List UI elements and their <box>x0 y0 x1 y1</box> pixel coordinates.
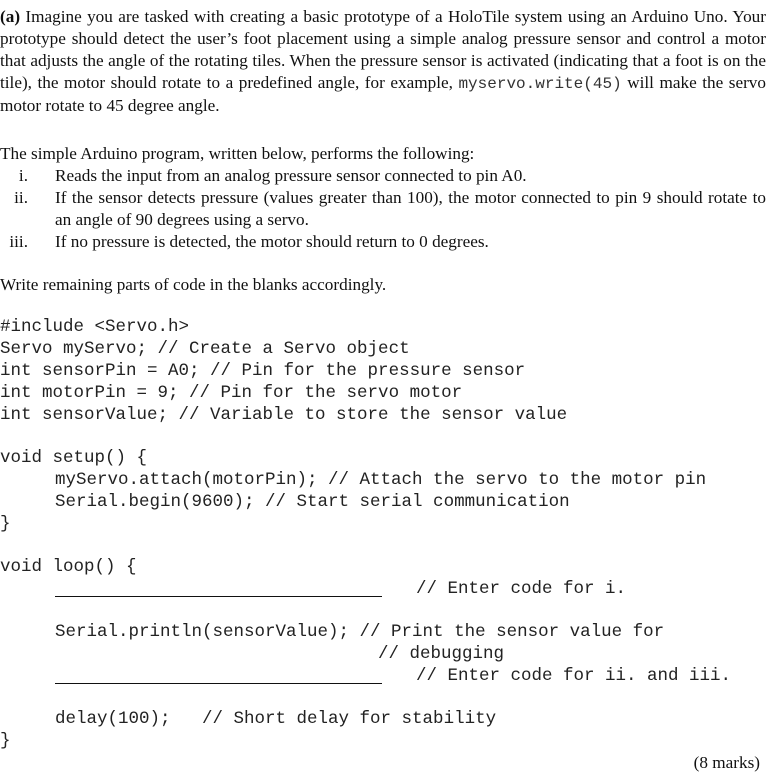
step-item <box>0 187 766 231</box>
instruction: Write remaining parts of code in the blanks accordingly. <box>0 275 387 294</box>
code-setup-close: } <box>0 514 11 534</box>
intro-end-text: will make the servo motor rotate to 45 degree angle. <box>0 73 766 115</box>
code-sensor-pin: int sensorPin = A0; // Pin for the pressure sensor <box>0 361 526 381</box>
code-sensor-value: int sensorValue; // Variable to store the sensor value <box>0 405 568 425</box>
answer-blank-ii-iii[interactable] <box>55 683 382 684</box>
marks-label: (8 marks) <box>693 753 760 772</box>
question-label: (a) <box>0 7 21 26</box>
intro-text: Imagine you are tasked with creating a basic prototype of a HoloTile system using an Arduino Uno. Your prototype should detect the user’s foot placement using a simple analog pressure sensor and control a motor that adjusts the angle of the rotating tiles. When the pressure sensor is activated (indicating that a foot is on the tile), the motor should rotate to a predefined angle, for example, <box>0 7 766 92</box>
answer-blank-i[interactable] <box>55 596 382 597</box>
step-text: If no pressure is detected, the motor should return to 0 degrees. <box>55 232 489 251</box>
step-number: iii. <box>9 232 28 251</box>
code-include: #include <Servo.h> <box>0 317 190 337</box>
code-loop-open: void loop() { <box>0 557 137 577</box>
code-comment-ii-iii: // Enter code for ii. and iii. <box>416 666 732 686</box>
code-servo-decl: Servo myServo; // Create a Servo object <box>0 339 410 359</box>
step-text: If the sensor detects pressure (values greater than 100), the motor connected to pin 9 should rotate to an angle of 90 degrees using a servo. <box>55 188 766 229</box>
question-intro <box>0 6 766 117</box>
code-motor-pin: int motorPin = 9; // Pin for the servo motor <box>0 383 463 403</box>
code-debugging: // debugging <box>378 644 505 664</box>
code-println: Serial.println(sensorValue); // Print the sensor value for <box>55 622 665 642</box>
program-intro: The simple Arduino program, written below, performs the following: <box>0 144 475 163</box>
step-text: Reads the input from an analog pressure sensor connected to pin A0. <box>55 166 527 185</box>
step-number: i. <box>18 166 28 185</box>
code-setup-open: void setup() { <box>0 448 148 468</box>
code-attach: myServo.attach(motorPin); // Attach the servo to the motor pin <box>55 470 707 490</box>
step-number: ii. <box>14 188 28 207</box>
code-delay: delay(100); // Short delay for stability <box>55 709 497 729</box>
code-comment-i: // Enter code for i. <box>416 579 627 599</box>
intro-code: myservo.write(45) <box>458 75 622 93</box>
code-loop-close: } <box>0 731 11 751</box>
code-serial-begin: Serial.begin(9600); // Start serial communication <box>55 492 570 512</box>
